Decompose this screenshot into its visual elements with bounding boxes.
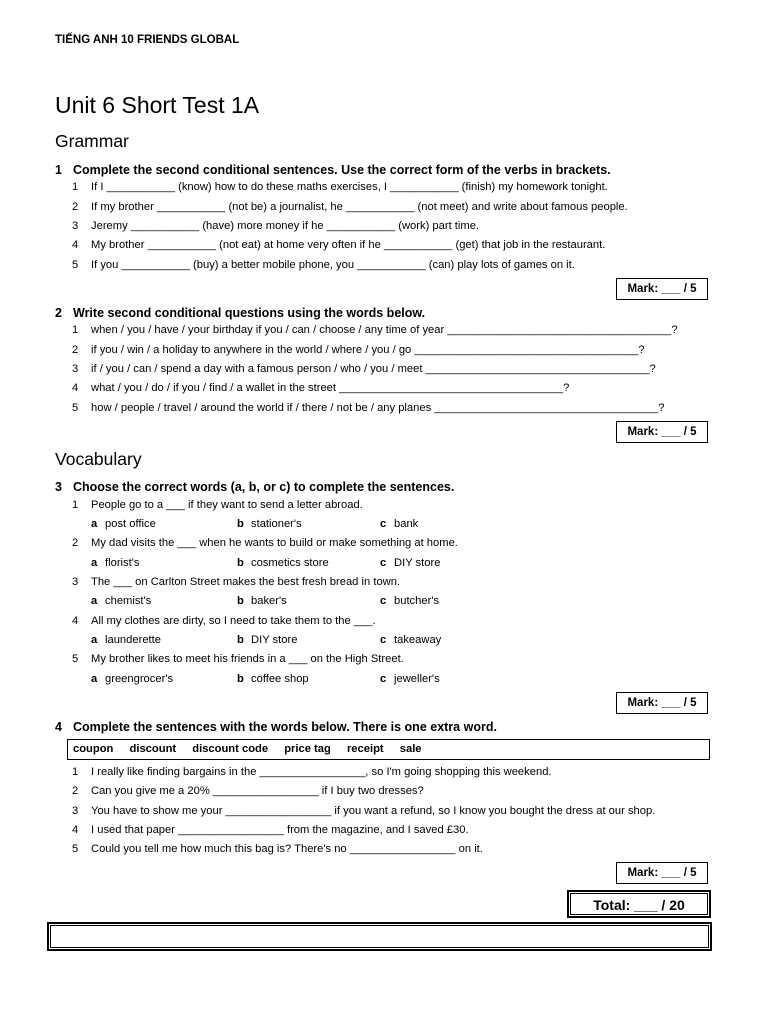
- question-item: [72, 201, 628, 213]
- mark-box-q4: Mark: ___ / 5: [616, 862, 708, 884]
- option-text: coffee shop: [251, 673, 309, 685]
- item-number: 4: [72, 382, 79, 394]
- mark-box-q2: Mark: ___ / 5: [616, 421, 708, 443]
- option-letter: b: [237, 557, 244, 569]
- item-number: 1: [72, 181, 79, 193]
- document-header: TIẾNG ANH 10 FRIENDS GLOBAL: [55, 34, 240, 46]
- item-number: 4: [72, 239, 79, 251]
- item-text: You have to show me your _________________ if you want a refund, so I know you bought the dress at our shop.: [91, 805, 656, 817]
- item-number: 5: [72, 259, 79, 271]
- answer-box-inner: [50, 925, 709, 948]
- answer-box: [47, 922, 712, 951]
- option-letter: a: [91, 634, 98, 646]
- option-letter: c: [380, 634, 387, 646]
- option-text: jeweller's: [394, 673, 440, 685]
- option-text: cosmetics store: [251, 557, 329, 569]
- item-text: If my brother ___________ (not be) a journalist, he ___________ (not meet) and write about famous people.: [91, 201, 628, 213]
- word-bank-item: sale: [399, 743, 422, 755]
- question-item: [72, 402, 665, 414]
- question-item: [72, 824, 469, 836]
- item-text: what / you / do / if you / find / a wallet in the street ____________________________________?: [91, 382, 570, 394]
- question-item: [72, 239, 605, 251]
- item-number: 1: [72, 766, 79, 778]
- question-item: [72, 615, 376, 627]
- option-c: [380, 595, 439, 607]
- item-number: 3: [72, 363, 79, 375]
- question-1-heading: [55, 163, 611, 177]
- option-text: stationer's: [251, 518, 302, 530]
- item-text: My dad visits the ___ when he wants to build or make something at home.: [91, 537, 458, 549]
- question-item: [72, 324, 678, 336]
- item-number: 3: [72, 576, 79, 588]
- question-item: [72, 382, 569, 394]
- question-item: [72, 259, 575, 271]
- item-text: Could you tell me how much this bag is? There's no _________________ on it.: [91, 843, 483, 855]
- option-text: greengrocer's: [105, 673, 174, 685]
- question-item: [72, 843, 483, 855]
- item-text: I used that paper _________________ from the magazine, and I saved £30.: [91, 824, 469, 836]
- word-bank-item: discount code: [192, 743, 269, 755]
- question-2-heading: [55, 306, 425, 320]
- option-letter: b: [237, 673, 244, 685]
- word-bank-item: price tag: [284, 743, 331, 755]
- option-letter: b: [237, 634, 244, 646]
- mark-box-q3: Mark: ___ / 5: [616, 692, 708, 714]
- question-item: [72, 363, 656, 375]
- item-text: If you ___________ (buy) a better mobile phone, you ___________ (can) play lots of games on it.: [91, 259, 575, 271]
- question-item: [72, 653, 404, 665]
- item-number: 2: [72, 785, 79, 797]
- option-b: [237, 595, 287, 607]
- item-number: 3: [72, 220, 79, 232]
- item-text: My brother likes to meet his friends in a ___ on the High Street.: [91, 653, 404, 665]
- option-text: DIY store: [251, 634, 298, 646]
- option-a: [91, 595, 151, 607]
- item-number: 5: [72, 843, 79, 855]
- question-number: 3: [55, 480, 62, 494]
- option-b: [237, 634, 297, 646]
- question-item: [72, 344, 645, 356]
- question-item: [72, 220, 479, 232]
- item-number: 1: [72, 324, 79, 336]
- option-letter: a: [91, 673, 98, 685]
- question-instruction: Complete the second conditional sentences. Use the correct form of the verbs in brackets.: [73, 163, 611, 177]
- option-letter: a: [91, 518, 98, 530]
- question-3-heading: [55, 480, 454, 494]
- item-text: My brother ___________ (not eat) at home very often if he ___________ (get) that job in the restaurant.: [91, 239, 606, 251]
- mark-box-q1: Mark: ___ / 5: [616, 278, 708, 300]
- item-number: 3: [72, 805, 79, 817]
- item-text: Jeremy ___________ (have) more money if he ___________ (work) part time.: [91, 220, 480, 232]
- option-text: butcher's: [394, 595, 440, 607]
- total-score: Total: ___ / 20: [570, 893, 708, 915]
- option-letter: b: [237, 595, 244, 607]
- option-letter: c: [380, 673, 387, 685]
- word-bank-item: receipt: [346, 743, 384, 755]
- item-number: 4: [72, 615, 79, 627]
- item-text: People go to a ___ if they want to send a letter abroad.: [91, 499, 363, 511]
- option-a: [91, 557, 139, 569]
- option-a: [91, 634, 161, 646]
- item-text: The ___ on Carlton Street makes the best fresh bread in town.: [91, 576, 401, 588]
- item-text: if you / win / a holiday to anywhere in the world / where / you / go ____________________________________?: [91, 344, 645, 356]
- question-number: 2: [55, 306, 62, 320]
- item-text: If I ___________ (know) how to do these maths exercises, I ___________ (finish) my homework tonight.: [91, 181, 608, 193]
- question-instruction: Write second conditional questions using the words below.: [73, 306, 426, 320]
- item-text: Can you give me a 20% _________________ if I buy two dresses?: [91, 785, 424, 797]
- option-text: florist's: [105, 557, 140, 569]
- option-letter: a: [91, 557, 98, 569]
- option-c: [380, 518, 418, 530]
- word-bank: [67, 739, 710, 760]
- option-c: [380, 673, 440, 685]
- option-text: bank: [394, 518, 419, 530]
- page-title: Unit 6 Short Test 1A: [55, 92, 260, 118]
- question-item: [72, 785, 424, 797]
- option-text: launderette: [105, 634, 161, 646]
- item-text: All my clothes are dirty, so I need to take them to the ___.: [91, 615, 376, 627]
- question-item: [72, 181, 608, 193]
- option-c: [380, 634, 441, 646]
- question-number: 4: [55, 720, 62, 734]
- word-bank-item: coupon: [73, 743, 114, 755]
- option-letter: b: [237, 518, 244, 530]
- option-b: [237, 673, 309, 685]
- option-b: [237, 557, 329, 569]
- option-text: chemist's: [105, 595, 152, 607]
- question-item: [72, 766, 552, 778]
- question-number: 1: [55, 163, 62, 177]
- option-letter: c: [380, 595, 387, 607]
- item-number: 1: [72, 499, 79, 511]
- question-item: [72, 576, 400, 588]
- item-number: 2: [72, 537, 79, 549]
- item-text: if / you / can / spend a day with a famous person / who / you / meet ____________________________________?: [91, 363, 656, 375]
- item-text: how / people / travel / around the world if / there / not be / any planes ____________________________________?: [91, 402, 665, 414]
- item-number: 2: [72, 201, 79, 213]
- question-item: [72, 805, 655, 817]
- question-instruction: Complete the sentences with the words below. There is one extra word.: [73, 720, 497, 734]
- question-item: [72, 537, 458, 549]
- word-bank-item: discount: [129, 743, 177, 755]
- option-b: [237, 518, 302, 530]
- option-text: post office: [105, 518, 156, 530]
- section-heading-grammar: Grammar: [55, 131, 129, 151]
- option-letter: c: [380, 557, 387, 569]
- item-number: 4: [72, 824, 79, 836]
- item-text: I really like finding bargains in the _________________, so I'm going shopping this weekend.: [91, 766, 552, 778]
- option-letter: a: [91, 595, 98, 607]
- option-a: [91, 518, 156, 530]
- option-c: [380, 557, 440, 569]
- item-number: 2: [72, 344, 79, 356]
- question-item: [72, 499, 363, 511]
- option-text: baker's: [251, 595, 287, 607]
- option-letter: c: [380, 518, 387, 530]
- section-heading-vocabulary: Vocabulary: [55, 449, 142, 469]
- total-score-box: [567, 890, 711, 918]
- option-a: [91, 673, 173, 685]
- question-4-heading: [55, 720, 497, 734]
- option-text: takeaway: [394, 634, 442, 646]
- item-text: when / you / have / your birthday if you / can / choose / any time of year ____________________________________?: [91, 324, 678, 336]
- question-instruction: Choose the correct words (a, b, or c) to complete the sentences.: [73, 480, 455, 494]
- item-number: 5: [72, 402, 79, 414]
- option-text: DIY store: [394, 557, 441, 569]
- item-number: 5: [72, 653, 79, 665]
